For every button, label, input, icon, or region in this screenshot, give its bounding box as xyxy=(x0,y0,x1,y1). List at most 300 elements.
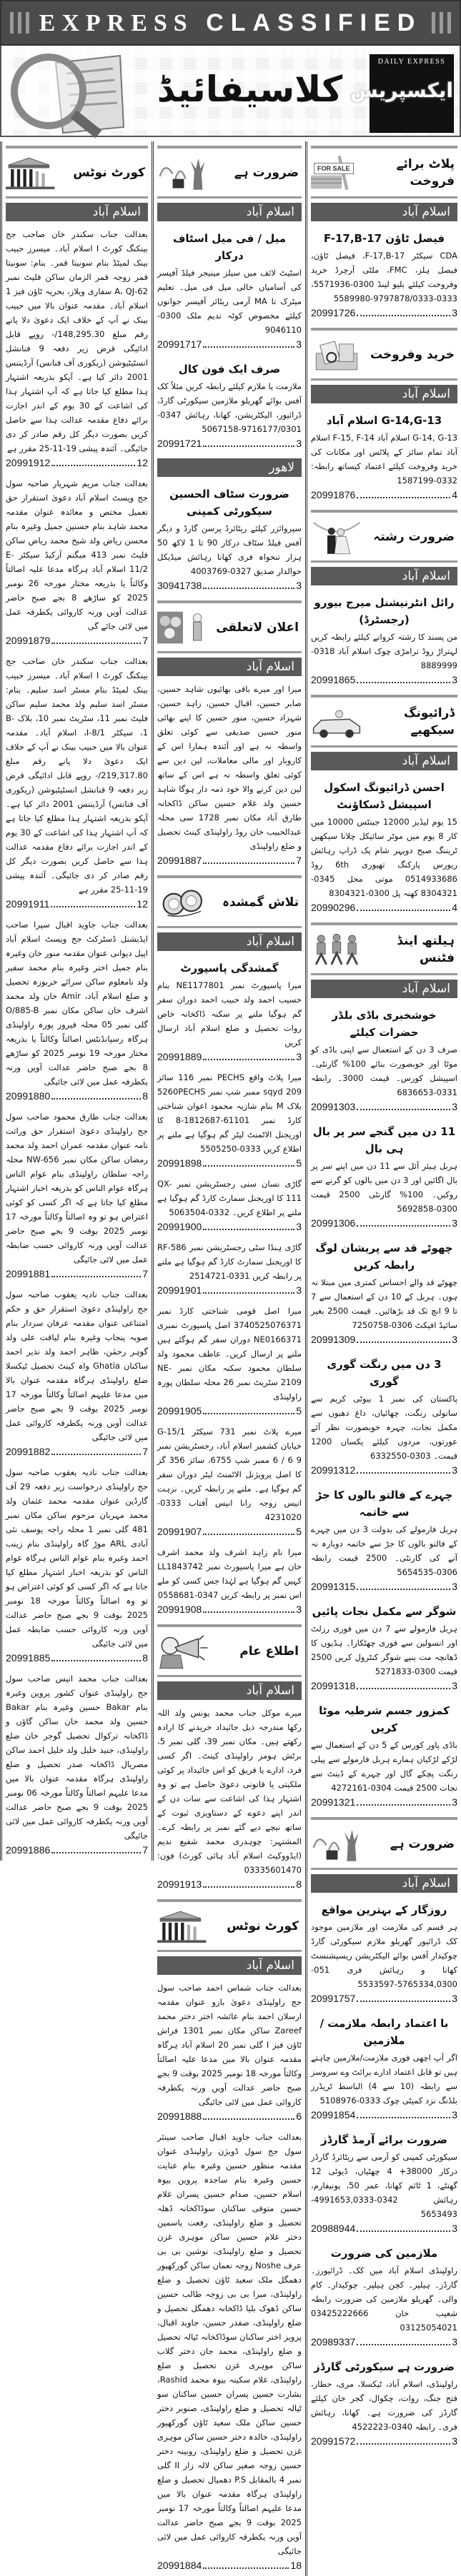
ad-reference xyxy=(311,2335,457,2349)
category-section xyxy=(157,146,302,596)
ad-body: بعدالت جناب نادیہ یعقوب صاحبہ سول جج راولپنڈی درخواست زیر دفعہ 29 آف گارڈین عنوان مقدمہ محمد عثمان ولد محمد مہربان مرحوم ساکن مکان نمبر 481 گلی نمبر 1 محلہ راجہ یوسف نئی آبادی ARL موڑ گاہ راولپنڈی بنام زینب احمد وغیرہ بنام عوام الناس ہرگاہ عوام الناس کو بذریعہ اخبار اشتہار مطلع کیا جاتا ہے کہ اگر کسی کو کوئی اعتراض ہو تو وہ اصالتاً وکالتاً مورخہ 18 نومبر 2025 بوقت 9 بجے صبح حاضر عدالت آویں ورنہ کاروائی حسب ضابطہ عمل میں لائی جائیگی xyxy=(6,1467,148,1649)
classified-ad xyxy=(157,1978,302,2127)
ad-body: ملازمت یا ملازم کیلئے رابطہ کریں مثلاً کک آفس بوائے گھریلو ملازمین سیکورٹی گارڈ، ڈرائیور، الیکٹریشن، کھانا، رہائش 0347-9716177/0301-5067158 xyxy=(157,381,302,434)
dotted-leader xyxy=(51,1098,141,1100)
dotted-leader xyxy=(203,1292,294,1294)
ad-id: 20991882 xyxy=(6,1446,51,1457)
category-section xyxy=(157,875,302,1620)
ad-count: 3 xyxy=(452,307,457,318)
classified-ad xyxy=(157,1067,302,1174)
category-header xyxy=(311,146,457,198)
ad-reference xyxy=(157,578,302,593)
category-header xyxy=(157,1624,302,1677)
ad-id: 20991854 xyxy=(311,2109,356,2120)
ad-id: 20991721 xyxy=(157,438,202,449)
ad-reference xyxy=(311,673,457,687)
ad-reference xyxy=(157,2109,302,2123)
classified-ad xyxy=(157,355,302,454)
ad-id: 20991879 xyxy=(6,635,51,646)
category-title: ضرورت رشتہ xyxy=(373,529,455,544)
ad-title: ضرورت سٹاف الحسین سیکورٹی کمپنی xyxy=(169,488,289,518)
dotted-leader xyxy=(357,2230,450,2232)
ad-id: 20991309 xyxy=(311,1334,356,1345)
dotted-leader xyxy=(51,906,135,907)
ad-title: ضرورت برائے آرمڈ گارڈز xyxy=(320,2133,448,2146)
dotted-leader xyxy=(357,682,450,683)
ad-reference xyxy=(311,1100,457,1114)
megaphone-icon xyxy=(157,1630,209,1673)
ad-count: 18 xyxy=(290,2560,302,2571)
classified-ad xyxy=(157,1237,302,1301)
ad-id: 20991905 xyxy=(157,1405,202,1417)
ad-reference xyxy=(157,1219,302,1234)
classified-columns xyxy=(0,137,461,2576)
city-bar: لاھور xyxy=(157,458,302,477)
category-title: ضرورت ہے xyxy=(234,165,299,180)
column-3 xyxy=(0,141,154,1861)
classified-ad xyxy=(157,480,302,596)
ad-title: گمشدگی پاسپورٹ xyxy=(180,962,279,975)
ad-id: 20991888 xyxy=(157,2110,202,2122)
ad-reference xyxy=(311,1463,457,1477)
classified-banner xyxy=(0,0,461,46)
category-title: پلاٹ برائے فروخت xyxy=(396,156,455,188)
ad-body: بعدالت جناب شماس احمد صاحب سول جج راولپنڈی دعویٰ بازو عنوان مقدمہ ارسلان احمد بنام عائشہ اختر دختر محمد Zareef ساکن مکان نمبر 1301 فراش ٹاؤن فیز I گلی نمبر 20 اسلام آباد ہرگاہ مقدمہ عنوان بالا میں مدعا علیہ اصالتاً وکالتاً مورخہ 18 نومبر 2025 بوقت 9 بجے صبح حاضر عدالت آویں ورنہ یکطرفہ کاروائی عمل میں لائی جائیگی xyxy=(157,1983,302,2107)
fitness-icon xyxy=(311,928,362,971)
ad-body: بعدالت جناب سکندر خان صاحب جج بینکنگ کورٹ I اسلام آباد۔ میسرز حبیب بینک لمیٹڈ بنام مسٹر اسد سلیم۔ بنام: مسٹر اسد سلیم ولد محمد سلیم ساکن فلیٹ نمبر 11، سٹریٹ نمبر 10، بلاک B-1، سیکٹر I-8/1، اسلام آباد۔ مقدمہ عنوان بالا میں حبیب بینک نے آپ کے خلاف ایک دعویٰ دلا پانے رقم مبلغ 219,317.80/- روپے قابل ادائیگی قرض زیر دفعہ 9 فنانشل انسٹیٹیوشن (ریکوری آف فنانس) آرڈیننس 2001 دائر کیا ہے۔ آپکو بذریعہ اشتہار ہذا مطلع کیا جاتا ہے کہ آپ اشتہار ہذا کی اشاعت کے 30 یوم کے اندر اجازت برائے دفاع مقدمہ عدالت ہذا سے حاصل کریں بصورت دیگر کل رقم صادر کر دی جائیگی۔ آئندہ پیشی 19-11-25 مقرر ہے xyxy=(6,656,149,895)
ad-body: بعدالت جناب نادیہ یعقوب صاحبہ سول جج راولپنڈی دعویٰ استقرار حق و حکم امتناعی عنوان مقدمہ عرفان سردار بنام صوبہ پنجاب وغیرہ بنام لیاقت علی ولد گوہر رحمٰن، ظاہر احمد ولد نذیر احمد ساکنان Ghatia واہ کینٹ تحصیل ٹیکسلا ضلع راولپنڈی ہرگاہ مقدمہ عنوان بالا میں مدعا علیہم اصالتاً وکالتاً مورخہ 17 نومبر 2025 بوقت 9 بجے صبح حاضر عدالت آویں ورنہ یکطرفہ کاروائی عمل میں لائی جائیگی xyxy=(6,1289,148,1442)
ad-title: چھوٹے قد سے پریشان لوگ رابطہ کریں xyxy=(315,1242,453,1272)
for-sale-sign-icon xyxy=(311,151,362,194)
dotted-leader xyxy=(357,1342,450,1343)
ad-reference xyxy=(311,1679,457,1693)
ad-count: 3 xyxy=(296,1604,302,1615)
classified-ad xyxy=(311,1481,457,1597)
ad-body: میرا اصل قومی شناختی کارڈ نمبر 3740525076371 اصل پاسپورٹ نمبری NE0166371 دوران سفر گم ہوگئے ہیں ملنے پر ارسال کریں۔ عاطف محمود ولد سلطان محمود سکنہ مکان نمبر NE-2109 سٹریٹ نمبر 26 محلہ سلطان پورہ راولپنڈی xyxy=(157,1306,302,1402)
ad-body: بعدالت جناب جاوید اقبال صاحب سینئر سول جج سول ڈویژن راولپنڈی عنوان مقدمہ منظور حسین وغیرہ بنام عنایت حسین وغیرہ بنام ساجدہ پروین بیوہ اسلام حسین، صدام حسین پسران غلام حسین متوفی ساکنان سوڈاکخانہ ڈھلہ تحصیل و ضلع راولپنڈی، رفعت یاسمین دختر غلام حسین ساکن موہری غزن تحصیل و ضلع راولپنڈی، نوشین بی بی عرف Noshe زوجہ نعمان ساکن گورکھپور دھمگل ملک سعید ٹاؤن تحصیل و ضلع راولپنڈی، میرا بی بی زوجہ طالب حسین ساکن ڈھوک بلیا ڈاکخانہ دھمگل تحصیل و ضلع راولپنڈی، صفدر حسین، جاوید اقبال، پرویز اختر ساکنان سوڈاکخانہ ٹیالہ تحصیل و ضلع راولپنڈی، محمد جان دختر گلاب ساکن موہری غزن تحصیل و ضلع راولپنڈی، غلام سکینہ بیوہ محمد Rashid، بشارت حسین پسران حسین ساکنان سو ٹیالہ تحصیل و ضلع راولپنڈی، صنوبر دختر حسین ساکن ملک سعید ٹاؤن گورکھپور راولپنڈی، خالدہ دختر حسین ساکن موہری غزن تحصیل و ضلع راولپنڈی، روبینہ دختر حسین زوجہ صغیر ساکن لالہ زار II گلی نمبر 4 بالمقابل P.S دھمیال تحصیل و ضلع راولپنڈی ہرگاہ مقدمہ عنوان بالا میں مدعا علیہم اصالتاً وکالتاً مورخہ 17 نومبر 2025 بوقت 9 بجے صبح حاضر عدالت آویں ورنہ یکطرفہ کاروائی عمل میں لائی جائیگی xyxy=(157,2132,302,2556)
ad-id: 20991900 xyxy=(157,1221,202,1232)
ad-body: سیکورٹی کمپنی کو آرمی سے ریٹائرڈ گارڈز درکار 38000+ 4 چھٹیاں، ڈیوٹی 12 گھنٹے، 1 ٹائم کھانا، عمر 50، یونیفارم، رہائش 0342-4991653,0333-5653493 xyxy=(311,2152,458,2219)
category-title: خرید وفروخت xyxy=(370,347,455,362)
ad-count: 3 xyxy=(296,1284,302,1296)
ad-reference xyxy=(311,1579,457,1594)
category-header xyxy=(311,695,457,748)
category-title: اطلاع عام xyxy=(239,1644,299,1659)
classified-ad xyxy=(311,1896,457,2009)
ad-reference xyxy=(157,1283,302,1297)
ad-reference xyxy=(311,2434,457,2448)
banner-prefix: EXPRESS xyxy=(39,9,194,36)
ad-count: 7 xyxy=(142,1446,148,1457)
dotted-leader xyxy=(357,1225,450,1227)
classified-ad xyxy=(157,1542,302,1620)
ad-body: صرف 3 دن کے استعمال سے اپنی باڈی کو موٹا اور خوبصورت بنائے 100% گارنٹی۔ اسپیشل کورس۔ قیمت 3000۔ رابطہ 0331-6836653 xyxy=(311,1045,458,1097)
ad-id: 20989337 xyxy=(311,2336,356,2348)
dotted-leader xyxy=(357,1688,450,1689)
ad-reference xyxy=(311,1795,457,1809)
category-title: تلاش گمشدہ xyxy=(222,895,299,910)
ad-body: بعدالت جناب طارق محمود صاحب سول جج راولپنڈی دعویٰ استقرار حق وراثت نامہ عنوان مقدمہ عمران احمد ولد محمد رمضان ساکن مکان نمبر NW-656 محلہ راجہ سلطان راولپنڈی بنام عوام الناس ہرگاہ عوام الناس کو بذریعہ اخبار اشتہار مطلع کیا جاتا ہے کہ اگر کسی کو کوئی اعتراض ہو تو وہ اصالتاً وکالتاً مورخہ 17 نومبر 2025 بوقت 9 بجے صبح حاضر عدالت آویں ورنہ کاروائی حسب ضابطہ عمل میں لائی جائیگی xyxy=(6,1112,148,1264)
ad-count: 5 xyxy=(296,1405,302,1417)
classified-ad xyxy=(6,224,148,473)
category-title: ضرورت ہے xyxy=(390,1836,455,1851)
dotted-leader xyxy=(203,1886,294,1888)
ad-body: بعدالت جناب سکندر خان صاحب جج بینکنگ کورٹ I اسلام آباد۔ میسرز حبیب بینک لمیٹڈ بنام سونیتا قمر۔ بنام: سونیتا قمر زوجہ قمر الزمان ساکن فلیٹ نمبر 62-A، QJ سفاری ویلاز، بحریہ ٹاؤن فیز 1 اسلام آباد۔ مقدمہ عنوان بالا میں حبیب بینک نے آپ کے خلاف ایک دعویٰ دلا پانے رقم مبلغ 148,295.30/- روپے قابل ادائیگی قرض زیر دفعہ 9 فنانشل انسٹیٹیوشن (ریکوری آف فنانس) آرڈیننس 2001 دائر کیا ہے۔ آپکو بذریعہ اشتہار ہذا مطلع کیا جاتا ہے کہ آپ اشتہار ہذا کی اشاعت کے 30 یوم کے اندر اجازت برائے دفاع مقدمہ عدالت ہذا سے حاصل کریں بصورت دیگر کل رقم صادر کر دی جائیگی۔ آئندہ پیشی 19-11-25 مقرر ہے xyxy=(6,229,149,453)
category-section xyxy=(311,146,457,323)
column-2 xyxy=(154,141,307,2576)
ad-count: 3 xyxy=(452,2336,457,2348)
ad-reference xyxy=(311,2221,457,2235)
dotted-leader xyxy=(203,862,294,864)
ad-count: 8 xyxy=(296,1878,302,1890)
banner-suffix: CLASSIFIED xyxy=(206,9,422,36)
category-header xyxy=(157,600,302,653)
ad-reference xyxy=(311,1216,457,1230)
category-title: اعلان لاتعلقی xyxy=(216,620,299,635)
classified-ad xyxy=(311,2353,457,2452)
category-section xyxy=(157,1624,302,1895)
ad-reference xyxy=(157,1156,302,1170)
classified-ad xyxy=(157,2127,302,2576)
classified-ad xyxy=(157,1422,302,1542)
ad-reference xyxy=(6,897,148,911)
classified-ad xyxy=(311,1350,457,1481)
category-section xyxy=(157,600,302,871)
ad-count: 5 xyxy=(296,1526,302,1537)
classified-ad xyxy=(157,1301,302,1422)
city-bar: اسلام آباد xyxy=(157,203,302,221)
ad-count: 7 xyxy=(142,635,148,646)
classified-ad xyxy=(311,588,457,690)
courthouse-icon xyxy=(6,151,57,194)
ad-count: 7 xyxy=(142,1844,148,1856)
ad-id: 20991887 xyxy=(157,855,202,866)
ad-id: 20991912 xyxy=(6,457,51,468)
ad-id: 20991889 xyxy=(157,1051,202,1062)
ad-count: 12 xyxy=(137,898,148,910)
category-header xyxy=(6,146,148,198)
category-header xyxy=(157,875,302,928)
category-header xyxy=(157,1899,302,1952)
binoculars-icon xyxy=(157,881,209,924)
ad-body: G-14, G-13 اسلام آباد F-15, F-14 اسلام آباد تمام سائز کے پلاٹس اور مکانات کی خرید وفروخت کیلئے اعتماد کیساتھ رابطہ: 0332-1587199 xyxy=(311,433,458,485)
ad-reference xyxy=(6,1651,148,1665)
ad-title: ضرورت ہے سیکورٹی گارڈز xyxy=(314,2360,455,2373)
ad-title: میل / فی میل اسٹاف درکار xyxy=(172,232,287,262)
classified-ad xyxy=(6,1462,148,1669)
ad-count: 6 xyxy=(296,2110,302,2122)
dotted-leader xyxy=(357,1589,450,1590)
dotted-leader xyxy=(51,465,135,466)
family-icon xyxy=(157,606,209,649)
ad-count: 3 xyxy=(296,1221,302,1232)
dotted-leader xyxy=(203,2118,294,2120)
dotted-leader xyxy=(203,1534,294,1535)
category-section xyxy=(6,146,148,1861)
ad-title: صرف ایک فون کال xyxy=(178,363,281,376)
ad-title: G-14,G-13 اسلام آباد xyxy=(326,414,442,427)
classified-ad xyxy=(311,406,457,505)
ad-body: میرے موکل جناب محمد یونس ولد اللہ رکھا مندرجہ ذیل جائیداد خریدنے کا ارادہ رکھتے ہیں۔ مکان نمبر 39، گلی نمبر 5، برٹش ہومز راولپنڈی کینٹ۔ اگر کسی فرد، ادارے یا فریق کو اس جائیداد پر کوئی ملکیتی یا قانونی دعویٰ حاصل ہے تو وہ اشتہار ہذا کی اشاعت سے سات دن کے اندر اپنے دعوے کے دستاویزی ثبوت کے ساتھ نیچے دیے گئے نمبر پر رابطہ کرے۔ المشتہر: چوہدری محمد شفیع ندیم (ایڈووکیٹ اسلام آباد ہائی کورٹ) فون: 03335601470 xyxy=(157,1708,302,1875)
dotted-leader xyxy=(357,1109,450,1110)
ad-title: فیصل ٹاؤن F-17,B-17 xyxy=(323,232,445,245)
masthead xyxy=(0,46,461,137)
ad-count: 3 xyxy=(452,1217,457,1229)
dotted-leader xyxy=(51,1660,141,1661)
ad-reference xyxy=(157,1524,302,1539)
ad-id: 30941738 xyxy=(157,580,202,591)
ad-body: 15 یوم لیڈیز 12000 جینٹس 10000 میں کار 8 یوم میں موٹر سائیکل چلانا سیکھیں ٹریننگ صبح دوپہر شام پک ڈراپ رہائش ریورس پارکنگ تھیوری 6th روڈ 0514933686 موتی محل 0345-8304321 کھنہ پل 0300-8304321 xyxy=(311,817,457,898)
classified-ad xyxy=(157,224,302,355)
ad-id: 20991306 xyxy=(311,1217,356,1229)
ad-count: 12 xyxy=(137,457,148,468)
ad-count: 3 xyxy=(296,1051,302,1062)
ad-id: 20991911 xyxy=(6,898,50,910)
ad-id: 20991865 xyxy=(311,674,356,685)
ad-id: 20991881 xyxy=(6,1268,51,1279)
logo-english: DAILY EXPRESS xyxy=(377,58,446,66)
ad-reference xyxy=(311,900,457,915)
dotted-leader xyxy=(51,1454,141,1455)
city-bar: اسلام آباد xyxy=(311,980,457,998)
courthouse-icon xyxy=(157,1905,209,1948)
classified-ad xyxy=(6,915,148,1107)
ad-body: بعدالت جناب محمد انیس صاحب سول جج راولپنڈی عنوان کشور پروین وغیرہ بنام Bakar حسین وغیرہ بنام Bakar حسین ولد محمد خان ساکن گاؤں و ڈاکخانہ ترکوال تحصیل گوجر خان ضلع راولپنڈی، جنید خلیل ولد خلیل احمد ساکن مصریال ڈاکخانہ صدر تحصیل و ضلع راولپنڈی ہرگاہ مقدمہ عنوان بالا میں مدعا علیہم اصالتاً وکالتاً مورخہ 06 نومبر 2025 بوقت 9 بجے صبح حاضر عدالت آویں ورنہ یکطرفہ کاروائی عمل میں لائی جائیگی xyxy=(6,1674,148,1841)
ad-body: پاکستان کی نمبر 1 بیوٹی کریم سے سانولی رنگت، چھائیاں، داغ دھبوں سے مکمل نجات، چہرہ خوبصورت نظر آئے عورتوں، مردوں کیلئے یکساں 1200 قیمت۔ 0303-6332550 xyxy=(311,1394,457,1461)
ad-reference xyxy=(157,1877,302,1891)
classified-ad xyxy=(157,954,302,1067)
classified-ad xyxy=(157,1703,302,1895)
ad-body: من پسند کا رشتہ کروانے کیلئے رابطہ کریں لہتراڑ روڈ ترامڑی چوک اسلام آباد 0318-8889999 xyxy=(311,632,457,670)
dotted-leader xyxy=(357,2001,450,2002)
classified-ad xyxy=(6,1107,148,1284)
ad-count: 3 xyxy=(452,1334,457,1345)
ad-body: میرا پاسپورٹ نمبر NE1177801 بنام حسیب احمد ولد حبیب احمد دوران سفر گم ہوگیا ملنے پر سکنہ ڈاکخانہ خاص روات تحصیل و ضلع اسلام آباد ارسال کریں xyxy=(157,980,302,1047)
ad-reference xyxy=(311,306,457,320)
ad-body: اسٹیٹ لائف میں سیلز مینیجر فیلڈ آفیسر کی آسامیاں خالی میل فی میل۔ تعلیم میٹرک تا MA آرمی ریٹائر آفیسر جوانوں کیلئے مخصوص کوٹہ ندیم ملک 0300-9046110 xyxy=(157,268,302,335)
category-section xyxy=(311,695,457,918)
ad-body: اگر آپ اچھی فوری ملازمت/ملازمین چاہتے ہیں تو قابل اعتماد ادارے برائٹ وے سروسز سے رابطہ (10 سے 4) الباسط ٹریڈرز بلڈنگ نزد کمیٹی چوک 0333-5108976 xyxy=(311,2053,458,2105)
category-section xyxy=(311,328,457,505)
ad-count: 3 xyxy=(452,1581,457,1592)
ad-reference xyxy=(157,1602,302,1616)
ad-count: 8 xyxy=(142,1652,148,1664)
category-header xyxy=(311,328,457,381)
ad-body: ہربل فارمولے کی بدولت 3 دن میں چہرے کے فالتو بالوں کا جڑ سے خاتمہ دوبارہ نہ آنے کی گارنٹی۔ 2500 قیمت رابطہ 0306-5654535 xyxy=(311,1524,457,1577)
category-header xyxy=(311,922,457,975)
ad-count: 3 xyxy=(452,1796,457,1808)
ad-reference xyxy=(157,853,302,867)
ad-id: 20991572 xyxy=(311,2435,356,2447)
ad-reference xyxy=(157,2558,302,2572)
ad-title: کمزور جسم شرطیہ موٹا کریں xyxy=(319,1704,450,1734)
ad-body: چھوٹے قد والے احساس کمتری میں مبتلا نہ ہوں۔ ہربل کے 10 دن کے استعمال سے 7 تا 9 انچ تک قد بڑھائیں۔ قیمت 2500 بغیر سائیڈ افیکٹ 0306-7250758 xyxy=(311,1277,457,1330)
ad-id: 20991886 xyxy=(6,1844,51,1856)
daily-express-logo xyxy=(350,54,454,133)
category-header xyxy=(157,146,302,198)
category-header xyxy=(311,1817,457,1870)
dotted-leader xyxy=(203,446,294,447)
classified-ad xyxy=(311,1001,457,1117)
classified-ad xyxy=(6,1284,148,1462)
ad-count: 3 xyxy=(452,1993,457,2004)
ad-count: 3 xyxy=(452,1464,457,1476)
city-bar: اسلام آباد xyxy=(157,658,302,676)
classified-ad xyxy=(311,2239,457,2353)
dotted-leader xyxy=(203,1059,294,1060)
dotted-leader xyxy=(203,1165,294,1167)
ad-title: با اعتماد رابطہ ملازمت / ملازمین xyxy=(319,2017,449,2047)
ad-reference xyxy=(157,337,302,351)
hands-raised-icon xyxy=(157,151,209,194)
ad-title: روزگار کے بہترین مواقع xyxy=(321,1903,447,1916)
city-bar: اسلام آباد xyxy=(157,1681,302,1700)
ad-body: ہربل ہیئر آئل سے 11 دن میں اپنے سر پر بال اگائیں اور 3 دن میں بالوں کو گرنے سے روکیں۔ 100% گارنٹی 2500 قیمت 0300-5692858 xyxy=(311,1161,458,1214)
ad-body: سپروائزر کیلئے ریٹائرڈ پرسن گارڈ و دیگر آفس فیلڈ سٹاف درکار 90 تا 1 لاکھ 50 ہزار تنخواہ فری کھانا رہائش میڈیکل حوالدار صدیق 0327-4003769 xyxy=(157,523,302,576)
ad-body: باڈی پاور کورس کے 5 دن کے استعمال سے لڑکے لڑکیاں ہمارے ہربل فارمولے سے پیلی رنگت پچکے گال اور چہرے کے ڈینٹ سے نجات 2500 قیمت 0304-4272161 xyxy=(311,1740,457,1793)
logo-urdu: ایکسپریس xyxy=(350,79,453,102)
dotted-leader xyxy=(357,315,450,316)
ad-count: 3 xyxy=(452,2109,457,2120)
ad-title: رائل انٹرنیشنل میرج بیورو (رجسٹرڈ) xyxy=(314,596,455,626)
classified-ad xyxy=(157,1174,302,1237)
ad-reference xyxy=(157,1404,302,1418)
ad-reference xyxy=(311,2108,457,2122)
classified-ad xyxy=(6,1669,148,1861)
classified-ad xyxy=(311,773,457,918)
ad-id: 20990296 xyxy=(311,902,356,913)
ad-count: 7 xyxy=(296,855,302,866)
category-section xyxy=(311,1817,457,2452)
dotted-leader xyxy=(203,1413,294,1414)
ad-body: راولپنڈی، اسلام آباد، ٹیکسلا، مری، حطار، فتح جنگ، روات، چکوال، گجر خان کیلئے گارڈز کی ضرورت ہے۔ کھانا، رہائش فری۔ رابطہ 0340-4522223 xyxy=(311,2379,457,2432)
ad-id: 20991884 xyxy=(157,2560,202,2571)
ad-title: 11 دن میں گنجے سر پر بال ہی بال xyxy=(312,1125,456,1155)
ad-body: بعدالت جناب مریم شہریار صاحبہ سول جج ویسٹ اسلام آباد دعویٰ استقرار حق تعمیل مختص و معائدہ عنوان مقدمہ محمد شاہد بنام حسنین جمیل وغیرہ بنام محسن ریاض ولد شیخ محمد ریاض ساکن فلیٹ نمبر 413 میگنم آرکیڈ سیکٹر E-11/2 اسلام آباد ہرگاہ مدعا علیہ اصالتاً وکالتاً یا بذریعہ مختار مورخہ 26 نومبر 2025 کو ساڑھے 8 بجے صبح حاضر عدالت آویں ورنہ کاروائی یکطرفہ عمل میں لائی جائے گی xyxy=(6,478,149,631)
ad-id: 20991318 xyxy=(311,1680,356,1691)
ad-reference xyxy=(311,488,457,502)
ad-reference xyxy=(6,1267,148,1281)
classified-ad xyxy=(311,1117,457,1234)
ad-body: گاڑی ہنڈا سٹی رجسٹریشن نمبر RF-586 کا اوریجنل سمارٹ کارڈ گم ہوگیا ہے ملنے پر رابطہ کریں 0331-2514721 xyxy=(157,1242,302,1281)
ad-count: 7 xyxy=(142,1268,148,1279)
ad-body: میرا پلاٹ واقع PECHS نمبر 116 سائز 209 sqyd ممبر شپ نمبر 5260PECHS بلاک M بنام شازیہ محمود اعوان شناختی کارڈ نمبر 61101-1812687-8 کا اوریجنل الاٹمنٹ لیٹر گم ہوگیا ہے ملنے پر اطلاع کریں 0333-5505250 xyxy=(157,1072,302,1154)
dotted-leader xyxy=(203,588,294,589)
dotted-leader xyxy=(357,2344,450,2345)
ad-body: میرا اور میرے باقی بھائیوں شاہد حسین، صابر حسین، اقبال حسین، زاہد حسین، شہزاد حسین، منور حسین کا اپنے بھائی منور حسین صدیقی سے کوئی تعلق واسطہ نہ ہے اور آئندہ ہمارا اس کے کاروبار اور مالی معاملات، لین دین سے کوئی تعلق واسطہ نہ ہے اس کے ساتھ لین دین کرنے والا خود ذمہ دار ہوگا شاہد حسین ولد غلام حسین ساکن ڈاکخانہ طارق آباد مکان نمبر 1728 سی محلہ عبدالحبیب خان روڈ راولپنڈی کینٹ تحصیل و ضلع راولپنڈی xyxy=(157,684,302,851)
ad-count: 3 xyxy=(296,338,302,350)
city-bar: اسلام آباد xyxy=(157,932,302,951)
dotted-leader xyxy=(357,2117,450,2118)
ad-count: 3 xyxy=(452,674,457,685)
dotted-leader xyxy=(357,910,450,911)
ad-id: 20991898 xyxy=(157,1157,202,1169)
ad-count: 3 xyxy=(296,580,302,591)
category-section xyxy=(311,510,457,690)
city-bar: اسلام آباد xyxy=(6,203,148,221)
urdu-title: کلاسیفائیڈ xyxy=(157,69,343,110)
city-bar: اسلام آباد xyxy=(311,385,457,403)
dotted-leader xyxy=(203,2567,289,2569)
ad-reference xyxy=(157,1050,302,1064)
ad-id: 20991907 xyxy=(157,1526,202,1537)
ad-count: 4 xyxy=(452,489,457,500)
ad-title: 3 دن میں رنگت گوری گوری xyxy=(327,1358,442,1388)
dotted-leader xyxy=(203,1611,294,1613)
ad-count: 5 xyxy=(296,1157,302,1169)
dotted-leader xyxy=(203,1229,294,1230)
category-section xyxy=(311,922,457,1813)
category-title: کورٹ نوٹس xyxy=(227,1918,299,1933)
classified-ad xyxy=(311,2009,457,2125)
ad-id: 20991901 xyxy=(157,1284,202,1296)
ad-id: 20991757 xyxy=(311,1993,356,2004)
ad-reference xyxy=(311,1991,457,2006)
ad-reference xyxy=(6,1089,148,1103)
ad-id: 20991880 xyxy=(6,1090,51,1102)
banner-bars-left xyxy=(10,12,29,34)
ad-id: 20991303 xyxy=(311,1101,356,1112)
ad-id: 20991913 xyxy=(157,1878,202,1890)
ad-body: ہر قسم کی ملازمت اور ملازمین موجود کک ڈرائیور گھریلو ملازم سیکورٹی گارڈ چوکیدار آفس بوائے الیکٹریشن ریسپشنسٹ کھانا و رہائش فری 051-5765334,0300-5533597 xyxy=(311,1922,457,1989)
ad-title: چہرے کے فالتو بالوں کا جڑ سے خاتمہ xyxy=(315,1489,453,1519)
column-1 xyxy=(307,141,461,2452)
ad-title: شوگر سے مکمل نجات پائیں xyxy=(312,1605,457,1618)
ad-reference xyxy=(6,1843,148,1857)
category-title: ہیلتھ اینڈ فٹنس xyxy=(397,933,455,965)
ad-body: CDA سیکٹر F-17,B-17، فیصل ٹاؤن، فیصل ہلز، FMC، ملٹی آرچرڈ خرید وفروخت کیلئے بلیو لینڈ 0300-5571936، 0333-9797878/0333-5589980 xyxy=(311,251,457,303)
classified-ad xyxy=(311,1597,457,1696)
ad-title: احسن ڈرائیونگ اسکول اسپیشل ڈسکاؤنٹ xyxy=(324,781,445,811)
ad-count: 8 xyxy=(142,1090,148,1102)
ad-id: 20988944 xyxy=(311,2223,356,2234)
city-bar: اسلام آباد xyxy=(311,1874,457,1893)
classified-ad xyxy=(311,224,457,323)
classified-ad xyxy=(6,651,148,915)
ad-id: 20991726 xyxy=(311,307,356,318)
for-sale-badge: FOR SALE xyxy=(314,163,354,174)
ad-reference xyxy=(6,1444,148,1459)
ad-count: 3 xyxy=(452,1680,457,1691)
ad-body: گاڑی نسان سنی رجسٹریشن نمبر QX-111 کا اوریجنل سمارٹ کارڈ گم ہوگیا ہے ملنے پر اطلاع کریں۔ 0332-5063504 xyxy=(157,1179,302,1217)
wedding-couple-icon xyxy=(311,515,362,558)
category-title: ڈرائیونگ سیکھیے xyxy=(404,705,455,738)
classified-ad xyxy=(157,679,302,871)
ad-count: 4 xyxy=(452,902,457,913)
category-header xyxy=(311,510,457,563)
dotted-leader xyxy=(357,2443,450,2445)
ad-body: راولپنڈی اسلام آباد میں کک۔ ڈرائیورز۔ گارڈز۔ ہیلپر۔ کچن ہیلپر۔ چوکیدار۔ کام والی۔ گھریلو ملازمین کی ضرورت رابطہ شعیب خان 03425222666 03125054021 xyxy=(311,2265,457,2333)
car-icon xyxy=(311,700,362,743)
city-bar: اسلام آباد xyxy=(311,752,457,770)
ad-id: 20991885 xyxy=(6,1652,51,1664)
ad-reference xyxy=(6,633,148,648)
dotted-leader xyxy=(51,1852,141,1853)
dotted-leader xyxy=(357,497,450,498)
ad-id: 20991876 xyxy=(311,489,356,500)
ad-title: خوشخبری باڈی بلڈر حضرات کیلئے xyxy=(332,1009,437,1039)
city-bar: اسلام آباد xyxy=(311,567,457,585)
classified-ad xyxy=(6,473,148,651)
ad-reference xyxy=(6,456,148,470)
shopping-icon xyxy=(311,333,362,376)
classified-ad xyxy=(311,2125,457,2239)
classified-ad xyxy=(311,1234,457,1350)
ad-body: میرا نام زاہد اشرف ولد محمد اشرف خان ہے میرا پاسپورٹ نمبر LL1843742 کہیں گم ہوگیا ہے لہٰذا جس کسی کو ملے اس نمبر پر رابطہ کریں 0347-0558681 xyxy=(157,1547,302,1600)
city-bar: اسلام آباد xyxy=(157,1956,302,1975)
ad-id: 20991321 xyxy=(311,1796,356,1808)
dotted-leader xyxy=(357,1472,450,1474)
